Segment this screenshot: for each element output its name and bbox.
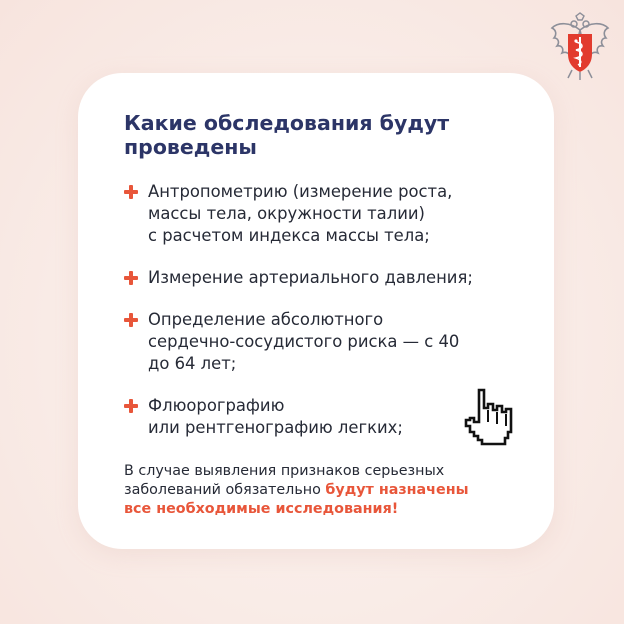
list-item [124, 267, 524, 289]
red-cross-icon [124, 185, 138, 199]
note-highlight: все необходимые исследования! [124, 501, 399, 517]
item-line: или рентгенографию легких; [148, 418, 403, 437]
item-line: с расчетом индекса массы тела; [148, 226, 430, 245]
note-highlight: будут назначены [325, 482, 469, 498]
red-cross-icon [124, 271, 138, 285]
red-cross-icon [124, 313, 138, 327]
item-line: сердечно-сосудистого риска — с 40 [148, 332, 460, 351]
note-line: заболеваний обязательно [124, 482, 326, 498]
red-cross-icon [124, 399, 138, 413]
ministry-emblem-icon [548, 12, 612, 82]
item-line: Флюорографию [148, 396, 285, 415]
item-line: до 64 лет; [148, 354, 237, 373]
item-line: Измерение артериального давления; [148, 268, 473, 287]
list-item [124, 309, 524, 375]
title-line: Какие обследования будут [124, 111, 450, 135]
item-line: массы тела, окружности талии) [148, 204, 425, 223]
hand-pointer-icon [462, 386, 520, 448]
note-line: В случае выявления признаков серьезных [124, 463, 445, 479]
page-title [124, 111, 504, 159]
info-note [124, 462, 524, 519]
title-line: проведены [124, 135, 257, 159]
item-line: Определение абсолютного [148, 310, 384, 329]
item-line: Антропометрию (измерение роста, [148, 182, 453, 201]
list-item [124, 181, 524, 247]
